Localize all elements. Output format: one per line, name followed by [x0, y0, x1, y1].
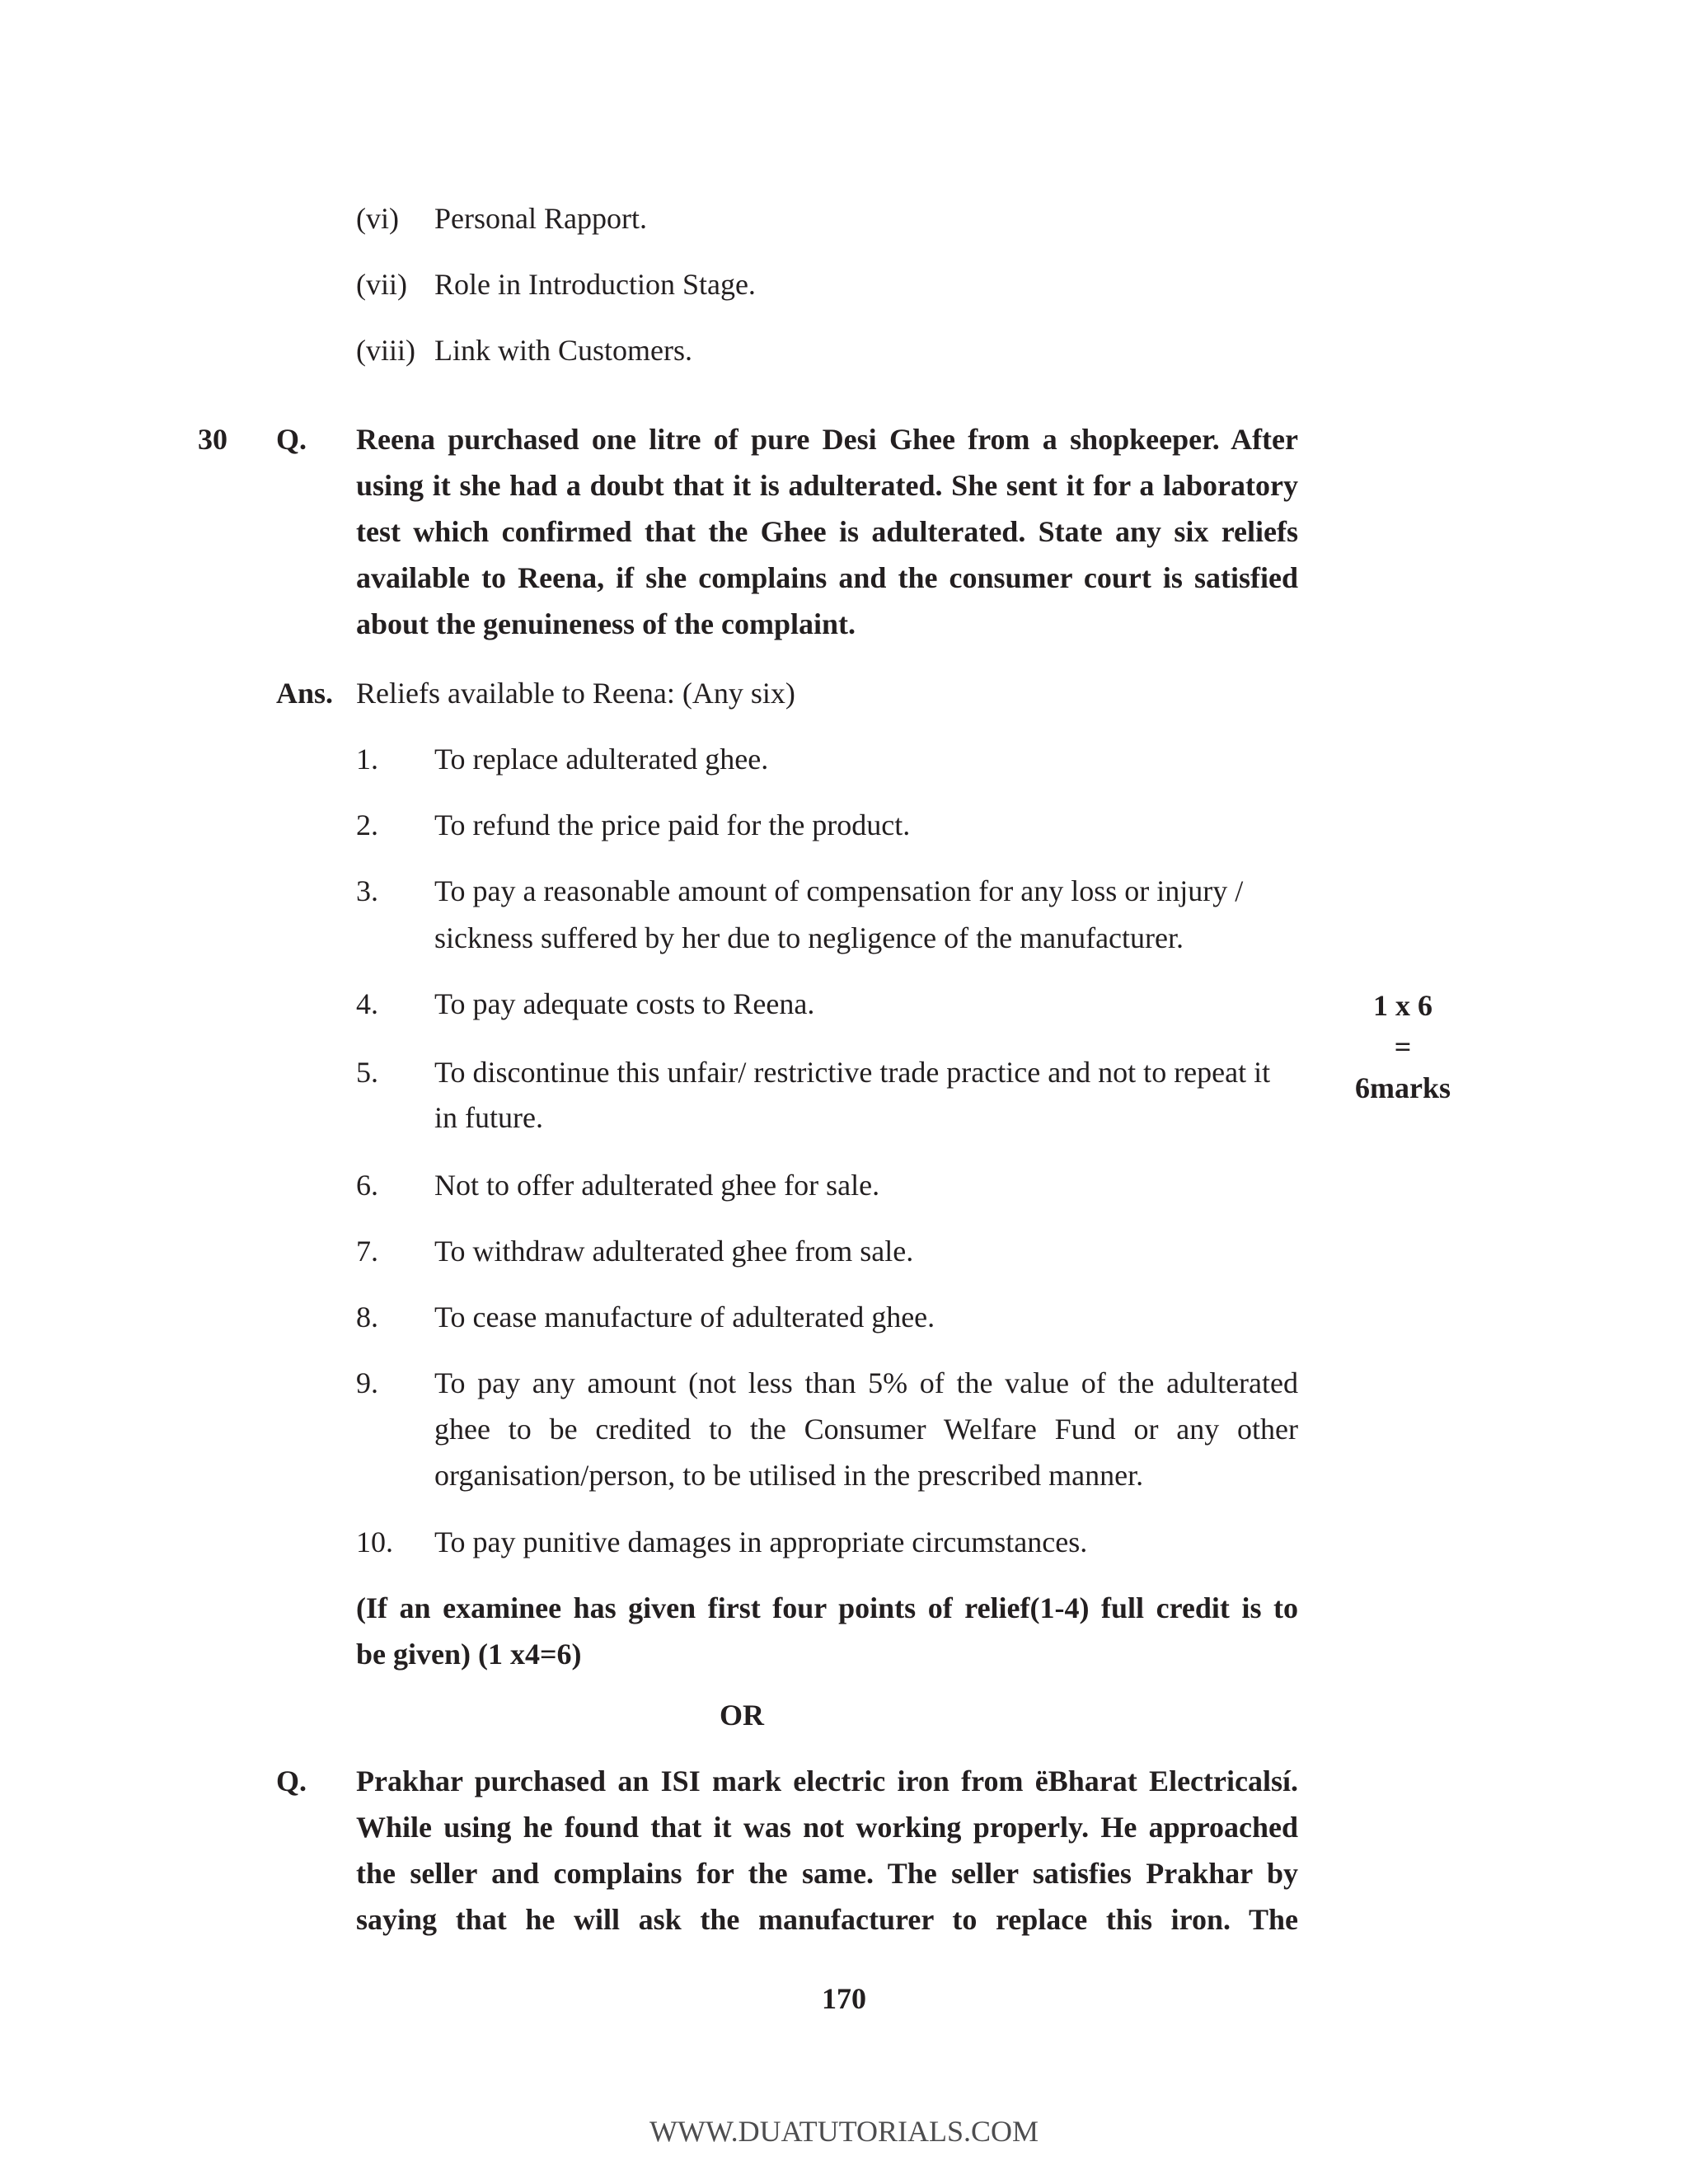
- answer-item-text: To discontinue this unfair/ restrictive trade practice and not to repeat it: [434, 1056, 1271, 1089]
- question-line: saying that he will ask the manufacturer to replace this iron. The: [356, 1903, 1298, 1936]
- footer-website: WWW.DUATUTORIALS.COM: [649, 2115, 1039, 2148]
- question-number: 30: [198, 423, 227, 456]
- question-line: Prakhar purchased an ISI mark electric iron from ëBharat Electricalsí.: [356, 1765, 1298, 1797]
- answer-item-text: sickness suffered by her due to negligence of the manufacturer.: [434, 921, 1184, 954]
- answer-item-line: ghee to be credited to the Consumer Welfare Fund or any other: [434, 1413, 1298, 1446]
- answer-item-text: To replace adulterated ghee.: [434, 743, 769, 776]
- answer-label: Ans.: [276, 677, 334, 710]
- list-number: (vii): [356, 268, 407, 301]
- question-line: While using he found that it was not working properly. He approached: [356, 1811, 1298, 1844]
- marks-line: =: [1394, 1030, 1412, 1063]
- answer-item-number: 7.: [356, 1235, 378, 1268]
- credit-note-line: be given) (1 x4=6): [356, 1638, 582, 1671]
- answer-item-number: 10.: [356, 1526, 393, 1558]
- answer-item-number: 8.: [356, 1301, 378, 1333]
- question-line: using it she had a doubt that it is adulterated. She sent it for a laboratory: [356, 469, 1298, 502]
- question-line: about the genuineness of the complaint.: [356, 607, 856, 640]
- list-item-text: Role in Introduction Stage.: [434, 268, 756, 301]
- answer-item-number: 1.: [356, 743, 378, 776]
- question-label: Q.: [276, 423, 307, 456]
- question-label: Q.: [276, 1765, 307, 1797]
- answer-intro: Reliefs available to Reena: (Any six): [356, 677, 795, 710]
- question-line: the seller and complains for the same. The seller satisfies Prakhar by: [356, 1857, 1298, 1890]
- answer-item-number: 5.: [356, 1056, 378, 1089]
- answer-item-text: To refund the price paid for the product.: [434, 808, 911, 841]
- list-number: (vi): [356, 202, 399, 235]
- answer-item-line: To pay any amount (not less than 5% of the value of the adulterated: [434, 1366, 1298, 1399]
- answer-item-number: 9.: [356, 1366, 378, 1399]
- credit-note-line: (If an examinee has given first four points of relief(1-4) full credit is to: [356, 1591, 1298, 1624]
- question-text: [356, 416, 1298, 647]
- list-number: (viii): [356, 334, 415, 367]
- answer-item-line: organisation/person, to be utilised in the prescribed manner.: [434, 1459, 1144, 1492]
- answer-item-text: To pay punitive damages in appropriate circumstances.: [434, 1526, 1088, 1558]
- list-item-text: Link with Customers.: [434, 334, 692, 367]
- answer-item-text: To pay adequate costs to Reena.: [434, 987, 815, 1020]
- question-line: test which confirmed that the Ghee is adulterated. State any six reliefs: [356, 515, 1298, 548]
- page-number: 170: [822, 1982, 866, 2015]
- answer-item-text: [434, 1360, 1298, 1498]
- credit-note: [356, 1585, 1298, 1677]
- answer-item-text: To withdraw adulterated ghee from sale.: [434, 1235, 914, 1268]
- list-item-text: Personal Rapport.: [434, 202, 647, 235]
- question-line: Reena purchased one litre of pure Desi Ghee from a shopkeeper. After: [356, 423, 1298, 456]
- answer-item-number: 2.: [356, 808, 378, 841]
- answer-item-text: To pay a reasonable amount of compensation for any loss or injury /: [434, 874, 1244, 907]
- or-separator: OR: [720, 1699, 764, 1732]
- answer-item-text: Not to offer adulterated ghee for sale.: [434, 1169, 880, 1202]
- marks-line: 6marks: [1355, 1071, 1451, 1104]
- answer-item-text: in future.: [434, 1101, 543, 1134]
- answer-item-number: 6.: [356, 1169, 378, 1202]
- answer-item-number: 4.: [356, 987, 378, 1020]
- question-text: [356, 1758, 1298, 1943]
- question-line: available to Reena, if she complains and the consumer court is satisfied: [356, 561, 1298, 594]
- marks-allocation: [1320, 985, 1485, 1108]
- marks-line: 1 x 6: [1373, 989, 1432, 1022]
- answer-item-number: 3.: [356, 874, 378, 907]
- answer-item-text: To cease manufacture of adulterated ghee.: [434, 1301, 935, 1333]
